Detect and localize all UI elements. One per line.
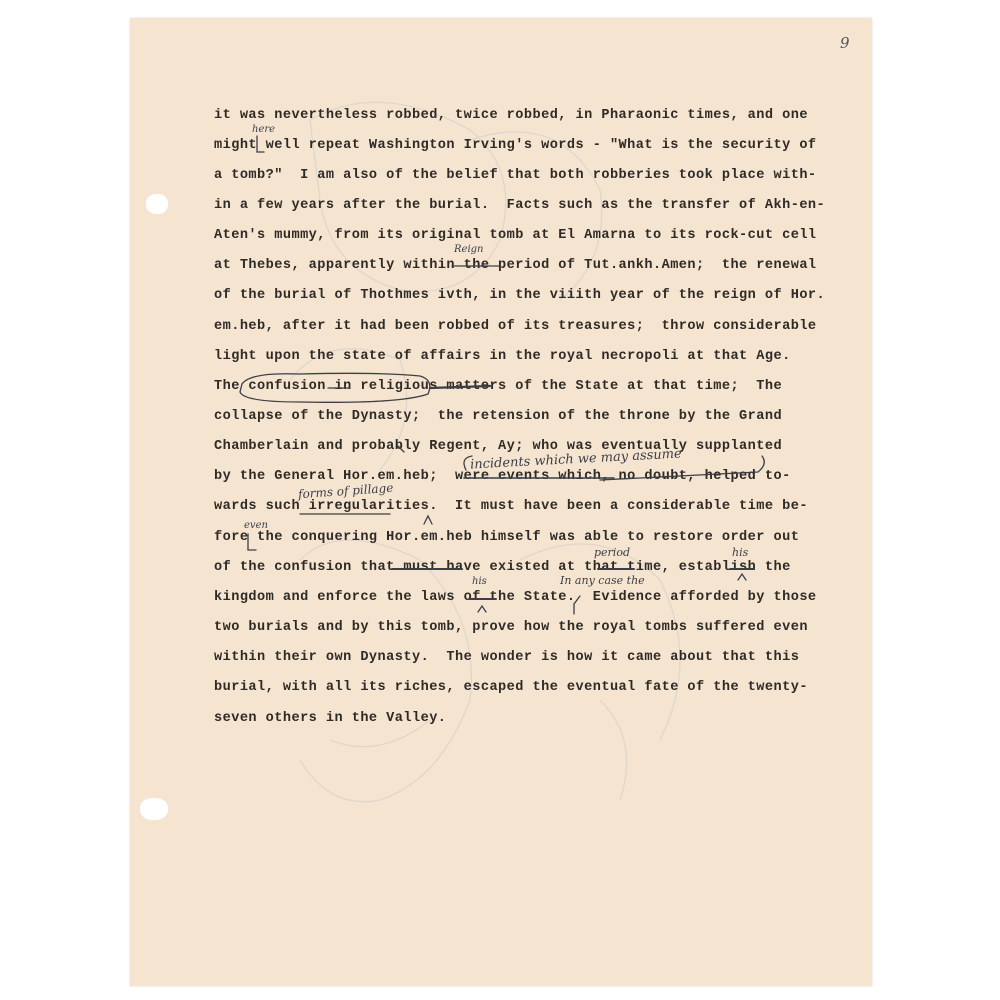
text-line: collapse of the Dynasty; the retension of the throne by the Grand [214,409,783,424]
text-line: of the confusion that must have existed at that time, establish the [214,560,791,575]
text-line: Chamberlain and probably Regent, Ay; who was eventually supplanted [214,439,783,454]
text-line: a tomb?" I am also of the belief that both robberies took place with- [214,168,817,183]
text-line: The confusion in religious matters of the State at that time; The [214,379,783,394]
text-line: fore the conquering Hor.em.heb himself was able to restore order out [214,530,800,545]
annotation-incidents: incidents which we may assume [469,446,683,473]
text-line: kingdom and enforce the laws of the State. Evidence afforded by those [214,590,817,605]
page-number: 9 [840,34,850,52]
annotation-in-any-case: In any case the [560,574,645,587]
annotation-period: period [594,546,630,559]
annotation-his-1: his [732,546,749,559]
annotation-here: here [252,124,276,135]
text-line: two burials and by this tomb, prove how the royal tombs suffered even [214,620,808,635]
text-line: seven others in the Valley. [214,711,447,726]
text-line: within their own Dynasty. The wonder is how it came about that this [214,650,800,665]
text-line: by the General Hor.em.heb; were events which, no doubt, helped to- [214,469,791,484]
annotation-even: even [244,520,268,531]
punch-hole-top [146,194,168,214]
text-line: in a few years after the burial. Facts such as the transfer of Akh-en- [214,198,826,213]
text-line: wards such irregularities. It must have been a considerable time be- [214,499,808,514]
text-line: might well repeat Washington Irving's words - "What is the security of [214,138,817,153]
annotation-forms-of-pillage: forms of pillage [297,480,394,502]
text-line: em.heb, after it had been robbed of its treasures; throw considerable [214,319,817,334]
text-line: light upon the state of affairs in the royal necropoli at that Age. [214,349,791,364]
annotation-reign: Reign [454,244,484,255]
annotation-his-2: his [472,576,487,587]
text-line: at Thebes, apparently within the period of Tut.ankh.Amen; the renewal [214,258,817,273]
text-line: Aten's mummy, from its original tomb at El Amarna to its rock-cut cell [214,228,817,243]
text-line: of the burial of Thothmes ivth, in the viiith year of the reign of Hor. [214,288,826,303]
text-line: it was nevertheless robbed, twice robbed, in Pharaonic times, and one [214,108,808,123]
punch-hole-bottom [140,798,168,820]
text-line: burial, with all its riches, escaped the eventual fate of the twenty- [214,680,808,695]
